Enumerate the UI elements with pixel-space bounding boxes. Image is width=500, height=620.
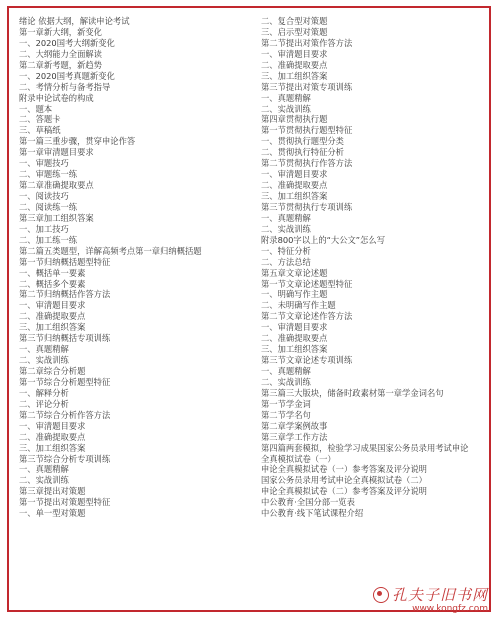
toc-entry: 二、答题卡 — [19, 114, 61, 125]
toc-entry: 第三节提出对策专项训练 — [261, 81, 353, 92]
toc-entry: 第三节归纳概括专项训练 — [19, 333, 111, 344]
toc-entry: 第一节综合分析题型特征 — [19, 376, 111, 387]
toc-entry: 第三章学工作方法 — [261, 431, 328, 442]
toc-entry: 中公教育·线下笔试课程介绍 — [261, 508, 364, 519]
toc-entry: 二、实战训练 — [19, 355, 69, 366]
toc-entry: 中公教育·全国分部一览表 — [261, 497, 355, 508]
toc-entry: 三、启示型对策题 — [261, 26, 328, 37]
toc-entry: 一、特征分析 — [261, 245, 311, 256]
toc-entry: 第三节综合分析专项训练 — [19, 453, 111, 464]
toc-entry: 二、大纲能力全面解读 — [19, 48, 102, 59]
toc-entry: 第三章加工组织答案 — [19, 212, 94, 223]
toc-entry: 二、准确提取要点 — [261, 180, 328, 191]
toc-entry: 二、实战训练 — [261, 223, 311, 234]
toc-entry: 申论全真模拟试卷（二）参考答案及评分说明 — [261, 486, 427, 497]
toc-entry: 附录申论试卷的构成 — [19, 92, 94, 103]
toc-entry: 二、贯彻执行特征分析 — [261, 147, 344, 158]
toc-entry: 一、真题精解 — [19, 344, 69, 355]
toc-entry: 第一节提出对策题型特征 — [19, 497, 111, 508]
toc-entry: 三、加工组织答案 — [261, 344, 328, 355]
toc-entry: 一、加工技巧 — [19, 223, 69, 234]
toc-entry: 附录800字以上的“大公文”怎么写 — [261, 234, 385, 245]
toc-entry: 一、单一型对策题 — [19, 508, 86, 519]
toc-entry: 二、准确提取要点 — [261, 59, 328, 70]
toc-entry: 三、草稿纸 — [19, 125, 61, 136]
toc-entry: 一、题本 — [19, 103, 53, 114]
toc-entry: 一、审清题目要求 — [261, 322, 328, 333]
toc-entry: 第四篇两套模拟，检验学习成果国家公务员录用考试申论 — [261, 442, 469, 453]
toc-entry: 第三章提出对策题 — [19, 486, 86, 497]
toc-entry: 第三篇三大版块，储备时政素材第一章学金词名句 — [261, 387, 444, 398]
toc-entry: 一、贯彻执行题型分类 — [261, 136, 344, 147]
toc-entry: 二、评论分析 — [19, 398, 69, 409]
toc-entry: 第一节贯彻执行题型特征 — [261, 125, 353, 136]
toc-entry: 第二节贯彻执行作答方法 — [261, 158, 353, 169]
toc-entry: 二、实战训练 — [19, 475, 69, 486]
toc-entry: 一、审清题目要求 — [261, 48, 328, 59]
toc-entry: 第五章文章论述题 — [261, 267, 328, 278]
toc-entry: 一、明确写作主题 — [261, 289, 328, 300]
toc-entry: 第三节文章论述专项训练 — [261, 355, 353, 366]
toc-entry: 第二章准确提取要点 — [19, 180, 94, 191]
toc-entry: 第二章新考题，新趋势 — [19, 59, 102, 70]
toc-entry: 三、加工组织答案 — [261, 191, 328, 201]
toc-entry: 一、真题精解 — [261, 366, 311, 376]
toc-left-column — [19, 16, 251, 519]
toc-entry: 申论全真模拟试卷（一）参考答案及评分说明 — [261, 464, 427, 475]
toc-entry: 一、真题精解 — [19, 464, 69, 475]
toc-entry: 三、加工组织答案 — [19, 322, 86, 333]
toc-entry: 三、加工组织答案 — [19, 442, 86, 453]
toc-entry: 一、审清题目要求 — [19, 420, 86, 431]
watermark-logo — [373, 584, 488, 605]
toc-entry: 二、审题练一练 — [19, 169, 78, 180]
toc-entry: 二、加工练一练 — [19, 234, 78, 245]
toc-entry: 二、考情分析与备考指导 — [19, 81, 111, 92]
toc-entry: 一、审清题目要求 — [19, 300, 86, 311]
watermark-logo-text: 孔夫子旧书网 — [391, 586, 488, 604]
toc-entry: 第二节综合分析作答方法 — [19, 409, 111, 420]
toc-entry: 第二篇五类题型，详解高频考点第一章归纳概括题 — [19, 245, 202, 256]
toc-entry: 第三节贯彻执行专项训练 — [261, 201, 353, 212]
toc-entry: 一、真题精解 — [261, 212, 311, 223]
toc-entry: 第一篇三重步骤，贯穿申论作答 — [19, 136, 136, 147]
toc-right-column — [261, 16, 486, 519]
toc-entry: 第二章综合分析题 — [19, 366, 86, 376]
toc-entry: 二、实战训练 — [261, 103, 311, 114]
kongfz-logo-icon — [373, 587, 389, 603]
toc-entry: 二、阅读练一练 — [19, 201, 78, 212]
toc-entry: 第一章新大纲，新变化 — [19, 26, 102, 37]
toc-entry: 二、方法总结 — [261, 256, 311, 267]
toc-entry: 一、概括单一要素 — [19, 267, 86, 278]
watermark — [373, 584, 488, 614]
toc-entry: 第二节归纳概括作答方法 — [19, 289, 111, 300]
toc-entry: 第一节学金词 — [261, 398, 311, 409]
toc-entry: 二、准确提取要点 — [19, 311, 86, 322]
toc-entry: 三、加工组织答案 — [261, 70, 328, 81]
page-frame — [7, 6, 491, 612]
toc-entry: 一、2020国考真题新变化 — [19, 70, 115, 81]
toc-entry: 第一节归纳概括题型特征 — [19, 256, 111, 267]
toc-entry: 一、真题精解 — [261, 92, 311, 103]
watermark-url: www.kongfz.com — [412, 604, 488, 614]
toc-entry: 第一章审清题目要求 — [19, 147, 94, 158]
toc-entry: 国家公务员录用考试申论全真模拟试卷（二） — [261, 475, 427, 486]
toc-entry: 一、阅读技巧 — [19, 191, 69, 201]
toc-entry: 一、2020国考大纲新变化 — [19, 37, 115, 48]
toc-entry: 二、准确提取要点 — [19, 431, 86, 442]
toc-entry: 二、概括多个要素 — [19, 278, 86, 289]
toc-entry: 全真模拟试卷（一） — [261, 453, 336, 464]
toc-entry: 第二节学名句 — [261, 409, 311, 420]
toc-entry: 第四章贯彻执行题 — [261, 114, 328, 125]
toc-entry: 一、解释分析 — [19, 387, 69, 398]
toc-entry: 第二节文章论述作答方法 — [261, 311, 353, 322]
toc-entry: 一、审题技巧 — [19, 158, 69, 169]
toc-entry: 二、实战训练 — [261, 376, 311, 387]
toc-entry: 第二节提出对策作答方法 — [261, 37, 353, 48]
toc-entry: 二、复合型对策题 — [261, 16, 328, 26]
toc-entry: 绪论 依据大纲，解读申论考试 — [19, 16, 130, 26]
toc-entry: 二、准确提取要点 — [261, 333, 328, 344]
toc-entry: 二、未明确写作主题 — [261, 300, 336, 311]
toc-entry: 一、审清题目要求 — [261, 169, 328, 180]
toc-entry: 第二章学案例故事 — [261, 420, 328, 431]
toc-entry: 第一节文章论述题型特征 — [261, 278, 353, 289]
